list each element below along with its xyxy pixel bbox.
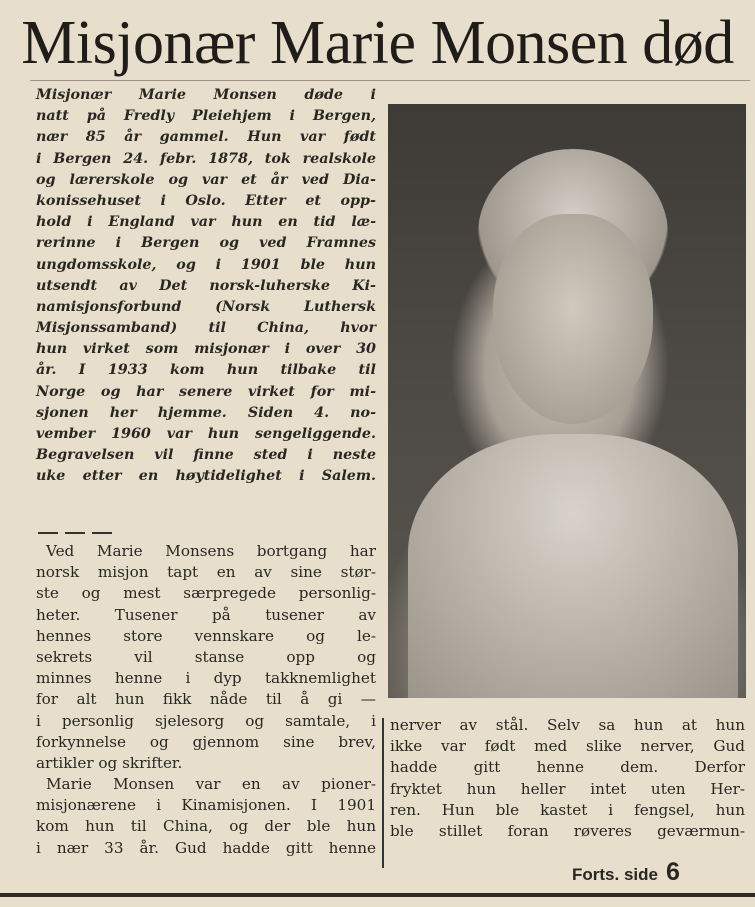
- text-line: sjonen her hjemme. Siden 4. no-: [36, 404, 376, 421]
- bottom-rule: [0, 893, 755, 897]
- text-line: Misjonssamband) til China, hvor: [36, 320, 376, 337]
- text-line: utsendt av Det norsk-luherske Ki-: [36, 277, 376, 294]
- text-line: nerver av stål. Selv sa hun at hun: [390, 716, 745, 734]
- text-line: heter. Tusener på tusener av: [36, 605, 376, 624]
- text-line: hun virket som misjonær i over 30: [36, 341, 376, 358]
- text-line: ste og mest særpregede personlig-: [36, 584, 376, 603]
- top-rule: [30, 80, 750, 81]
- text-line: konissehuset i Oslo. Etter et opp-: [36, 192, 376, 209]
- headline: Misjonær Marie Monsen død: [21, 9, 734, 77]
- text-line: Norge og har senere virket for mi-: [36, 383, 376, 400]
- text-line: ikke var født med slike nerver, Gud: [390, 737, 745, 756]
- text-line: år. I 1933 kom hun tilbake til: [36, 362, 376, 379]
- column-rule: [382, 718, 384, 868]
- continuation-note: [572, 858, 680, 887]
- text-line: misjonærene i Kinamisjonen. I 1901: [36, 796, 376, 815]
- text-line: ren. Hun ble kastet i fengsel, hun: [390, 800, 745, 819]
- intro-paragraph: [36, 85, 376, 488]
- text-line: Begravelsen vil finne sted i neste: [36, 447, 376, 464]
- text-line: i Bergen 24. febr. 1878, tok realskole: [36, 150, 376, 167]
- text-line: hennes store vennskare og le-: [36, 626, 376, 645]
- text-line: og lærerskole og var et år ved Dia-: [36, 171, 376, 188]
- text-line: norsk misjon tapt en av sine stør-: [36, 563, 376, 582]
- text-line: i nær 33 år. Gud hadde gitt henne: [36, 838, 376, 857]
- text-line: vember 1960 var hun sengeliggende.: [36, 426, 376, 442]
- portrait-photo: [388, 104, 746, 698]
- text-line: natt på Fredly Pleiehjem i Bergen,: [36, 108, 376, 125]
- text-line: hadde gitt henne dem. Derfor: [390, 758, 745, 777]
- section-divider: [38, 532, 112, 534]
- text-line: ungdomsskole, og i 1901 ble hun: [36, 256, 376, 273]
- text-line: Marie Monsen var en av pioner-: [46, 775, 376, 794]
- text-line: ble stillet foran røveres geværmun-: [390, 821, 745, 840]
- text-line: rerinne i Bergen og ved Framnes: [36, 235, 376, 252]
- text-line: sekrets vil stanse opp og: [36, 647, 376, 666]
- text-line: nær 85 år gammel. Hun var født: [36, 129, 376, 146]
- body-column-left: [36, 541, 376, 859]
- text-line: fryktet hun heller intet uten Her-: [390, 779, 745, 798]
- continuation-page: 6: [665, 858, 680, 886]
- text-line: namisjonsforbund (Norsk Luthersk: [36, 298, 376, 315]
- text-line: for alt hun fikk nåde til å gi —: [36, 690, 376, 709]
- text-line: minnes henne i dyp takknemlighet: [36, 669, 376, 688]
- text-line: Ved Marie Monsens bortgang har: [46, 542, 376, 560]
- text-line: Misjonær Marie Monsen døde i: [36, 87, 376, 103]
- text-line: i personlig sjelesorg og samtale, i: [36, 711, 376, 730]
- text-line: artikler og skrifter.: [36, 753, 183, 772]
- continuation-label: Forts. side: [572, 865, 658, 884]
- text-line: forkynnelse og gjennom sine brev,: [36, 732, 376, 751]
- text-line: uke etter en høytidelighet i Salem.: [36, 468, 376, 485]
- body-column-right: [390, 715, 745, 842]
- text-line: hold i England var hun en tid læ-: [36, 214, 376, 231]
- text-line: kom hun til China, og der ble hun: [36, 817, 376, 836]
